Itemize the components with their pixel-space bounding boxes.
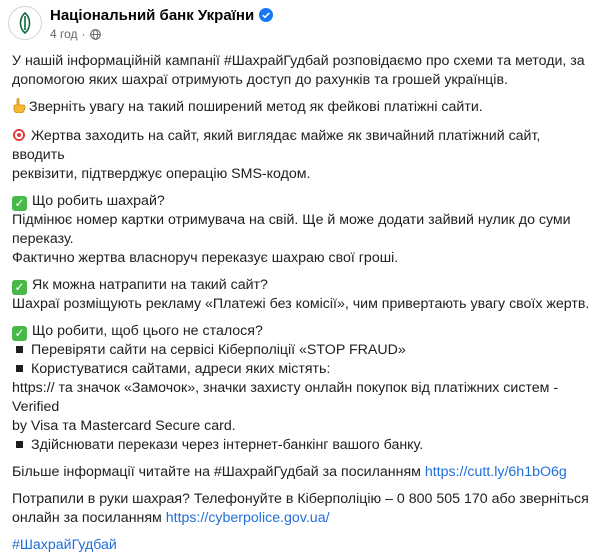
bullet-1: [12, 341, 596, 360]
bullet-2: [12, 360, 596, 379]
victim-text-1: Жертва заходить на сайт, який виглядає майже як звичайний платіжний сайт, вводить: [12, 128, 541, 163]
post-timestamp[interactable]: 4 год: [50, 27, 78, 41]
bullet-1-text: Перевіряти сайти на сервісі Кіберполіції «STOP FRAUD»: [31, 342, 406, 358]
page-name[interactable]: Національний банк України: [50, 6, 255, 24]
bullet-2-text: Користуватися сайтами, адреси яких містять:: [31, 361, 331, 377]
pointing-hand-icon: [12, 98, 26, 119]
intro-line-2: допомогою яких шахраї отримують доступ до рахунків та грошей українців.: [12, 72, 508, 88]
attention-line: [12, 98, 596, 119]
check-mark-icon: ✓: [12, 196, 27, 211]
question-2: [12, 276, 596, 295]
bullet-2-detail-2: by Visa та Mastercard Secure card.: [12, 418, 236, 434]
post-text: [12, 52, 596, 555]
bullet-3-text: Здійснювати перекази через інтернет-банкінг вашого банку.: [31, 437, 424, 453]
target-icon: [12, 128, 26, 142]
hashtag-link[interactable]: #ШахрайГудбай: [12, 537, 117, 553]
globe-icon[interactable]: [90, 29, 101, 40]
check-mark-icon: ✓: [12, 280, 27, 295]
call-line-2: [12, 509, 596, 528]
verified-badge-icon: [259, 8, 273, 22]
post-meta: [50, 4, 273, 42]
nbu-logo-icon: [15, 12, 35, 34]
cutt-ly-link[interactable]: https://cutt.ly/6h1bO6g: [424, 464, 567, 480]
bullet-square-icon: [16, 365, 23, 372]
post-header: [8, 4, 273, 44]
call-line-1: Потрапили в руки шахрая? Телефонуйте в Кіберполіцію – 0 800 505 170 або зверніться: [12, 491, 589, 507]
meta-separator: ·: [81, 27, 86, 41]
answer-1-line-2: переказу.: [12, 231, 74, 247]
more-info-line: [12, 463, 596, 482]
bullet-square-icon: [16, 441, 23, 448]
bullet-2-detail-1: https:// та значок «Замочок», значки захисту онлайн покупок від платіжних систем - Verified: [12, 380, 559, 415]
bullet-3: [12, 436, 596, 455]
bullet-square-icon: [16, 346, 23, 353]
question-3-text: Що робити, щоб цього не сталося?: [32, 323, 263, 339]
victim-line-2: реквізити, підтверджує операцію SMS-кодом.: [12, 166, 311, 182]
cyberpolice-link[interactable]: https://cyberpolice.gov.ua/: [165, 510, 330, 526]
victim-line-1: [12, 127, 596, 165]
check-mark-icon: ✓: [12, 326, 27, 341]
attention-text: Зверніть увагу на такий поширений метод як фейкові платіжні сайти.: [29, 99, 483, 115]
call-line-2-text: онлайн за посиланням: [12, 510, 166, 526]
page-avatar[interactable]: [8, 6, 42, 40]
question-2-text: Як можна натрапити на такий сайт?: [32, 277, 268, 293]
answer-1-line-1: Підмінює номер картки отримувача на свій. Ще й може додати зайвий нулик до суми: [12, 212, 571, 228]
question-1: [12, 192, 596, 211]
answer-2: Шахраї розміщують рекламу «Платежі без комісії», чим привертають увагу своїх жертв.: [12, 296, 590, 312]
answer-1-line-3: Фактично жертва власноруч переказує шахраю свої гроші.: [12, 250, 399, 266]
question-3: [12, 322, 596, 341]
intro-line-1: У нашій інформаційній кампанії #ШахрайГудбай розповідаємо про схеми та методи, за: [12, 53, 585, 69]
post-time-line: [50, 26, 273, 42]
more-info-text: Більше інформації читайте на #ШахрайГудбай за посиланням: [12, 464, 425, 480]
question-1-text: Що робить шахрай?: [32, 193, 165, 209]
hashtag-line: [12, 536, 596, 555]
